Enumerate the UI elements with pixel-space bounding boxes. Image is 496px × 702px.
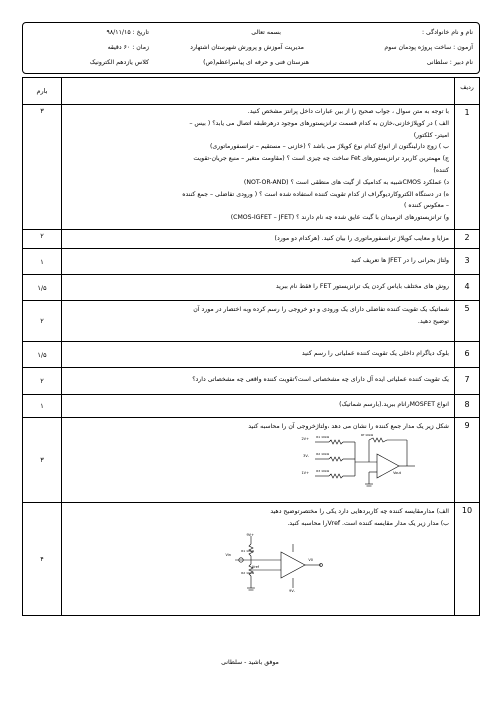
question-text — [61, 301, 455, 341]
question-line: شماتیک یک تقویت کننده تفاضلی دارای یک ورودی و دو خروجی را رسم کرده وبه اختصار در مورد آن — [193, 306, 449, 313]
header-title: بسمه تعالی — [251, 29, 281, 36]
question-text — [61, 105, 455, 229]
rf-label: Rf 10kΩ — [361, 433, 373, 437]
question-text — [61, 368, 455, 394]
name-label: نام و نام خانوادگی : — [421, 29, 473, 36]
question-line: مزایا و معایب کوپلاژ ترانسفورماتوری را بیان کنید. (هرکدام دو مورد) — [274, 235, 449, 242]
vin-label: Vin — [225, 553, 231, 557]
question-number: 1 — [464, 108, 470, 117]
question-score: ۲ — [23, 301, 62, 341]
r1-label: R1 10kΩ — [316, 435, 329, 439]
question-text — [61, 249, 455, 274]
comparator-circuit — [225, 530, 329, 612]
question-score: ۲ — [23, 230, 62, 248]
school-name: هنرستان فنی و حرفه ای پیامبراعظم(ص) — [203, 59, 309, 66]
question-text — [61, 503, 455, 615]
r3-label: R3 10kΩ — [316, 469, 329, 473]
question-row — [23, 301, 479, 342]
question-row — [23, 249, 479, 275]
question-text — [61, 395, 455, 417]
question-number: 7 — [464, 375, 470, 384]
question-number: 5 — [464, 304, 470, 313]
question-line: بلوک دیاگرام داخلی یک تقویت کننده عملیاتی را رسم کنید — [301, 350, 449, 357]
v1-label: +2V — [301, 437, 309, 441]
question-line: و) ترانزیستورهای اثرمیدان با گیت عایق شده چه نام دارند ؟ (CMOS-IGFET – JFET) — [230, 214, 449, 222]
output-label: V0 — [308, 558, 313, 562]
col-row-header: ردیف — [454, 78, 479, 104]
negative-supply-label: -9V — [289, 589, 295, 593]
exam-time: زمان : ۶۰ دقیقه — [107, 44, 149, 51]
question-score: ۱/۵ — [23, 275, 62, 300]
exam-header — [22, 22, 480, 74]
question-score: ۳ — [23, 418, 62, 502]
question-score: ۱/۵ — [23, 342, 62, 367]
question-score: ۴ — [23, 503, 62, 615]
question-number: 4 — [464, 282, 470, 291]
question-line: ج) مهمترین کاربرد ترانزیستورهای Fet ساخت چه چیزی است ؟ (مقاومت متغیر – منبع جریان-تقویت — [193, 155, 449, 163]
vcc-label: +9V — [246, 533, 254, 537]
question-number: 3 — [464, 256, 470, 265]
r2-label: R2 10kΩ — [316, 452, 329, 456]
question-text — [61, 230, 455, 248]
question-number: 6 — [464, 349, 470, 358]
exam-subject: آزمون : ساخت پروژه پودمان سوم — [384, 44, 473, 51]
question-score: ۲ — [23, 368, 62, 394]
question-line: ب ) زوج دارلینگتون از انواع کدام نوع کوپلاژ می باشد ؟ (خازنی – مستقیم – ترانسفورماتوری) — [209, 143, 449, 151]
question-line: روش های مختلف بایاس کردن یک ترانزیستور FET را فقط نام ببرید — [275, 283, 449, 290]
question-score: ۱ — [23, 249, 62, 274]
footer-note: موفق باشید - سلطانی — [221, 659, 279, 666]
question-line: امیتر- کلکتور) — [413, 131, 449, 139]
v2-label: -3V — [303, 454, 309, 458]
teacher-name: نام دبیر : سلطانی — [426, 59, 473, 66]
col-score-header: بارم — [23, 78, 62, 104]
question-text — [61, 342, 455, 367]
question-row — [23, 503, 479, 615]
exam-date: تاریخ : ۹۸/۱۱/۱۵ — [106, 29, 149, 36]
r1-label: R1 10kΩ — [241, 549, 254, 553]
exam-page — [22, 22, 478, 666]
question-row — [23, 418, 479, 503]
question-row — [23, 230, 479, 249]
question-row — [23, 275, 479, 301]
class-name: کلاس یازدهم الکترونیک — [89, 59, 149, 66]
question-row — [23, 105, 479, 230]
question-number: 9 — [464, 421, 470, 430]
question-line: ولتاژ بحرانی را در JFET ها تعریف کنید — [351, 257, 449, 264]
question-row — [23, 395, 479, 418]
vout-label: Vout — [393, 471, 401, 475]
question-line: یک تقویت کننده عملیاتی ایده آل دارای چه مشخصاتی است؟تقویت کننده واقعی چه مشخصاتی دارد؟ — [192, 376, 449, 383]
question-row — [23, 342, 479, 368]
table-header-row — [23, 78, 479, 105]
question-score: ۱ — [23, 395, 62, 417]
vref-label: Vref — [251, 565, 259, 569]
question-score: ۳ — [23, 105, 62, 229]
question-line: با توجه به متن سوال ، جواب صحیح را از بین عبارات داخل پرانتز مشخص کنید. — [247, 108, 449, 115]
question-line: انواع MOSFETرانام ببرید.(بارسم شماتیک) — [339, 401, 449, 408]
questions-table — [22, 77, 480, 616]
question-number: 8 — [464, 400, 470, 409]
question-line: – معکوس کننده ) — [403, 202, 449, 210]
question-number: 2 — [464, 233, 470, 242]
question-line: الف ) در کوپلاژخازنی،خازن به کدام قسمت ترانزیستورهای موجود درهرطبقه اتصال می یابد؟ ( بیس – — [189, 119, 449, 127]
question-line: توضیح دهید. — [417, 317, 449, 325]
question-text — [61, 418, 455, 502]
summing-amplifier-circuit — [301, 432, 419, 496]
question-row — [23, 368, 479, 395]
question-line: کننده) — [433, 166, 449, 174]
r2-label: R2 10kΩ — [241, 571, 254, 575]
question-line: د) عملکرد CMOSشبیه به کدامیک از گیت های منطقی است ؟ (NOT-OR-AND) — [243, 178, 449, 186]
v3-label: +1V — [301, 471, 309, 475]
question-number: 10 — [461, 506, 473, 515]
question-line: ب) مدار زیر یک مدار مقایسه کننده است. Vrefرا محاسبه کنید. — [287, 519, 449, 527]
question-line: شکل زیر یک مدار جمع کننده را نشان می دهد ،ولتاژخروجی آن را محاسبه کنید — [248, 423, 449, 430]
question-line: الف) مدارمقایسه کننده چه کاربردهایی دارد یکی را مختصرتوضیح دهید — [270, 508, 449, 515]
organization: مدیریت آموزش و پرورش شهرستان اشتهارد — [190, 44, 304, 51]
question-text — [61, 275, 455, 300]
question-line: ه) در دستگاه الکتروکاردیوگراف از کدام تقویت کننده استفاده شده است ؟ ( ورودی تفاضلی – جمع کننده — [182, 190, 449, 198]
